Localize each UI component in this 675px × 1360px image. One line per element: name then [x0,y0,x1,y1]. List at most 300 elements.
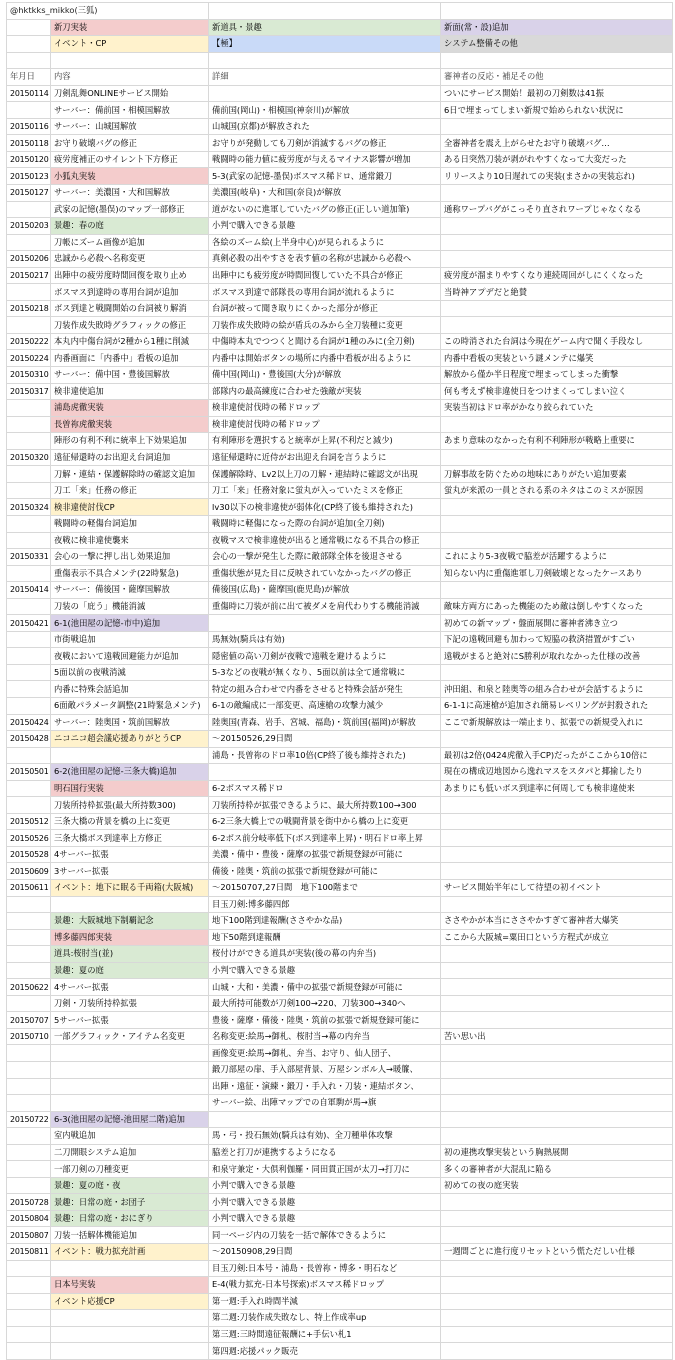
date-cell: 20150317 [7,383,51,400]
date-cell [7,1045,51,1062]
content-cell: サーバー：陸奥国・筑前国解放 [51,714,209,731]
content-cell: 景趣：夏の庭・夜 [51,1177,209,1194]
detail-cell: 保護解除時、Lv2以上刀の刀解・連結時に確認文が出現 [209,466,441,483]
content-cell: 出陣中の疲労度時間回復を取り止め [51,267,209,284]
date-cell [7,1062,51,1079]
content-cell: 刀工「来」任務の修正 [51,482,209,499]
date-cell [7,1095,51,1112]
date-cell [7,995,51,1012]
date-cell: 20150218 [7,300,51,317]
detail-cell: 同一ページ内の刀装を一括で解体できるように [209,1227,441,1244]
content-cell: 刀帳にズーム画像が追加 [51,234,209,251]
reaction-cell [441,946,673,963]
date-cell: 20150526 [7,830,51,847]
content-cell: 本丸内中傷台詞が2種から1種に削減 [51,333,209,350]
table-row [7,681,673,698]
reaction-cell [441,118,673,135]
content-cell: 日本号実装 [51,1277,209,1294]
detail-cell: 有利陣形を選択すると統率が上昇(不利だと減少) [209,433,441,450]
date-cell [7,681,51,698]
detail-cell [209,85,441,102]
content-cell: ニコニコ超会議応援ありがとうCP [51,731,209,748]
reaction-cell: サービス開始半年にして待望の初イベント [441,879,673,896]
content-cell: サーバー：備後国・薩摩国解放 [51,582,209,599]
detail-cell: 第四週:応援パック販売 [209,1343,441,1360]
date-cell: 20150118 [7,135,51,152]
reaction-cell: 初めての新マップ・盤面展開に審神者沸き立つ [441,615,673,632]
reaction-cell [441,1111,673,1128]
reaction-cell: 苦い思い出 [441,1028,673,1045]
date-cell [7,1177,51,1194]
table-row [7,813,673,830]
content-cell [51,896,209,913]
detail-cell: 小判で購入できる景趣 [209,218,441,235]
legend-new-item: 新道具・景趣 [209,19,441,36]
reaction-cell [441,1260,673,1277]
content-cell [51,1095,209,1112]
reaction-cell [441,1326,673,1343]
date-cell [7,433,51,450]
detail-cell: 備前国(岡山)・相模国(神奈川)が解放 [209,102,441,119]
table-row [7,747,673,764]
reaction-cell: リリースより10日遅れての実装(まさかの実装忘れ) [441,168,673,185]
detail-cell: 和泉守兼定・大倶利伽羅・同田貫正国が太刀→打刀に [209,1161,441,1178]
detail-cell: 備中国(岡山)・豊後国(大分)が解放 [209,367,441,384]
detail-cell: 出陣・遠征・演練・鍛刀・手入れ・刀装・連結ボタン、 [209,1078,441,1095]
detail-cell: 5-3(武家の記憶-墨俣)ボスマス稀ドロ、通常鍛刀 [209,168,441,185]
detail-cell: 戦闘時の能力値に疲労度が与えるマイナス影響が増加 [209,151,441,168]
reaction-cell: これにより5-3夜戦で脇差が活躍するように [441,549,673,566]
detail-cell: 重傷時に刀装が前に出て被ダメを肩代わりする機能消滅 [209,598,441,615]
detail-cell: 陸奥国(青森、岩手、宮城、福島)・筑前国(福岡)が解放 [209,714,441,731]
date-cell [7,946,51,963]
detail-cell: 台詞が被って聞き取りにくかった部分が修正 [209,300,441,317]
detail-cell: 第二週:刀装作成失敗なし、特上作成率up [209,1310,441,1327]
reaction-cell [441,1343,673,1360]
date-cell: 20150811 [7,1244,51,1261]
content-cell: 夜戦に検非違使襲来 [51,532,209,549]
table-row [7,1326,673,1343]
reaction-cell: 敵味方両方にあった機能のため敵は倒しやすくなった [441,598,673,615]
detail-cell: 〜20150526,29日間 [209,731,441,748]
detail-cell: 地下50階到達報酬 [209,929,441,946]
table-row [7,433,673,450]
detail-cell: 桜付けができる道具が実装(後の幕の内弁当) [209,946,441,963]
content-cell: 遠征帰還時のお出迎え台詞追加 [51,449,209,466]
date-cell: 20150123 [7,168,51,185]
reaction-cell [441,979,673,996]
reaction-cell: 初の連携攻撃実装という胸熱展開 [441,1144,673,1161]
reaction-cell [441,218,673,235]
content-cell: 6-2(池田屋の記憶-三条大橋)追加 [51,764,209,781]
table-row [7,400,673,417]
content-cell [51,1326,209,1343]
table-row [7,1227,673,1244]
content-cell: 会心の一撃に押し出し効果追加 [51,549,209,566]
date-cell [7,664,51,681]
table-row [7,185,673,202]
detail-cell: お守りが発動しても刀剣が消滅するバグの修正 [209,135,441,152]
table-row [7,201,673,218]
content-cell: 刀剣乱舞ONLINEサービス開始 [51,85,209,102]
table-row [7,1177,673,1194]
reaction-cell: 通称ワープバグがこっそり直されワープじゃなくなる [441,201,673,218]
detail-cell: 第一週:手入れ時間半減 [209,1293,441,1310]
detail-cell: 夜戦マスで検非違使が出ると通常戦になる不具合の修正 [209,532,441,549]
table-row [7,251,673,268]
legend-system: システム整備その他 [441,36,673,53]
table-row [7,1144,673,1161]
reaction-cell [441,1293,673,1310]
date-cell: 20150501 [7,764,51,781]
column-header-detail: 詳細 [209,69,441,86]
detail-cell: 鍛刀部屋の扉、手入部屋背景、万屋シンボル人→暖簾、 [209,1062,441,1079]
date-cell [7,532,51,549]
reaction-cell [441,251,673,268]
date-cell: 20150116 [7,118,51,135]
reaction-cell: この時消された台詞は今現在ゲーム内で聞く手段なし [441,333,673,350]
date-cell: 20150611 [7,879,51,896]
detail-cell: 備後・陸奥・筑前の拡張で新規登録が可能に [209,863,441,880]
reaction-cell [441,300,673,317]
date-cell: 20150224 [7,350,51,367]
reaction-cell [441,1277,673,1294]
table-row [7,135,673,152]
detail-cell: 出陣中にも疲労度が時間回復していた不具合が修正 [209,267,441,284]
column-header-reaction: 審神者の反応・補足その他 [441,69,673,86]
content-cell: 5面以前の夜戦消滅 [51,664,209,681]
detail-cell: 山城・大和・美濃・備中の拡張で新規登録が可能に [209,979,441,996]
table-row [7,664,673,681]
content-cell: サーバー：美濃国・大和国解放 [51,185,209,202]
date-cell: 20150120 [7,151,51,168]
table-row [7,284,673,301]
table-row [7,218,673,235]
table-row [7,846,673,863]
reaction-cell [441,185,673,202]
reaction-cell [441,1194,673,1211]
date-cell: 20150324 [7,499,51,516]
detail-cell: 戦闘時に軽傷になった際の台詞が追加(全刀剣) [209,515,441,532]
table-row [7,383,673,400]
table-row [7,1012,673,1029]
content-cell: 重傷表示不具合メンテ(22時緊急) [51,565,209,582]
content-cell: 内番に特殊会話追加 [51,681,209,698]
content-cell: イベント：地下に眠る千両箱(大阪城) [51,879,209,896]
table-row [7,598,673,615]
author-handle: @hktkks_mikko(三狐) [7,3,209,20]
date-cell [7,1343,51,1360]
date-cell: 20150424 [7,714,51,731]
content-cell: ボスマス到達時の専用台詞が追加 [51,284,209,301]
reaction-cell [441,797,673,814]
column-header-content: 内容 [51,69,209,86]
content-cell: 6-3(池田屋の記憶-池田屋二階)追加 [51,1111,209,1128]
table-row [7,697,673,714]
reaction-cell: あまり意味のなかった有利不利陣形が戦略上重要に [441,433,673,450]
content-cell: 三条大橋ボス到達率上方修正 [51,830,209,847]
author-row [7,3,673,20]
detail-cell: 〜20150707,27日間 地下100階まで [209,879,441,896]
content-cell: 刀装の「庇う」機能消滅 [51,598,209,615]
date-cell [7,1128,51,1145]
detail-cell: 部隊内の最高練度に合わせた強敵が実装 [209,383,441,400]
content-cell: 陣形の有利不利に統率上下効果追加 [51,433,209,450]
reaction-cell: 何も考えず検非違使日をつけまくってしまい泣く [441,383,673,400]
reaction-cell: ここから大阪城=粟田口という方程式が成立 [441,929,673,946]
date-cell: 20150728 [7,1194,51,1211]
date-cell [7,962,51,979]
reaction-cell [441,731,673,748]
detail-cell: 6-2三条大橋上での戦闘背景を街中から橋の上に変更 [209,813,441,830]
date-cell [7,565,51,582]
content-cell: サーバー：備中国・豊後国解放 [51,367,209,384]
date-cell [7,102,51,119]
date-cell [7,515,51,532]
table-row [7,416,673,433]
date-cell [7,1260,51,1277]
content-cell: 三条大橋の背景を橋の上に変更 [51,813,209,830]
table-row [7,267,673,284]
detail-cell: 検非違使討伐時の稀ドロップ [209,400,441,417]
detail-cell: 目玉刀剣:博多藤四郎 [209,896,441,913]
content-cell: 4サーバー拡張 [51,979,209,996]
reaction-cell: 沖田組、和泉と陸奥等の組み合わせが会話するように [441,681,673,698]
reaction-cell: 知らない内に重傷進軍し刀剣破壊となったケースあり [441,565,673,582]
reaction-cell [441,416,673,433]
date-cell [7,284,51,301]
detail-cell: 6-2ボスマス稀ドロ [209,780,441,797]
detail-cell: 隠密値の高い刀剣が夜戦で遠戦を避けるように [209,648,441,665]
legend-row [7,36,673,53]
table-row [7,1161,673,1178]
legend-row [7,19,673,36]
reaction-cell [441,1210,673,1227]
reaction-cell [441,1310,673,1327]
legend-event: イベント・CP [51,36,209,53]
date-cell: 20150206 [7,251,51,268]
table-row [7,367,673,384]
detail-cell: 小判で購入できる景趣 [209,962,441,979]
content-cell: イベント応援CP [51,1293,209,1310]
date-cell [7,1326,51,1343]
detail-cell: 備後国(広島)・薩摩国(鹿児島)が解放 [209,582,441,599]
content-cell: 景趣：日常の庭・お団子 [51,1194,209,1211]
reaction-cell: 解放から僅か半日程度で埋まってしまった衝撃 [441,367,673,384]
content-cell: 景趣：夏の庭 [51,962,209,979]
detail-cell: 6-2ボス前分岐率低下(ボス到達率上昇)・明石ドロ率上昇 [209,830,441,847]
table-row [7,582,673,599]
table-row [7,549,673,566]
date-cell [7,747,51,764]
reaction-cell [441,1095,673,1112]
reaction-cell [441,830,673,847]
table-row [7,913,673,930]
date-cell: 20150804 [7,1210,51,1227]
detail-cell: 刀工「来」任務対象に蛍丸が入っていたミスを修正 [209,482,441,499]
date-cell: 20150331 [7,549,51,566]
date-cell: 20150414 [7,582,51,599]
detail-cell: 美濃国(岐阜)・大和国(奈良)が解放 [209,185,441,202]
reaction-cell: あまりにも低いボス到達率に何周しても検非違使来 [441,780,673,797]
table-row [7,1277,673,1294]
reaction-cell [441,515,673,532]
reaction-cell: 遠戦がまると絶対にS勝利が取れなかった仕様の改善 [441,648,673,665]
table-row [7,1343,673,1360]
content-cell: 浦島虎徹実装 [51,400,209,417]
date-cell: 20150428 [7,731,51,748]
content-cell: 忠誠から必殺へ名称変更 [51,251,209,268]
content-cell [51,747,209,764]
detail-cell [209,615,441,632]
content-cell: 検非違使追加 [51,383,209,400]
reaction-cell [441,1062,673,1079]
reaction-cell [441,896,673,913]
content-cell: 武家の記憶(墨俣)のマップ一部修正 [51,201,209,218]
table-row [7,482,673,499]
reaction-cell [441,317,673,334]
date-cell [7,598,51,615]
table-row [7,995,673,1012]
reaction-cell: ささやかが本当にささやかすぎて審神者大爆笑 [441,913,673,930]
reaction-cell [441,449,673,466]
table-row [7,962,673,979]
detail-cell: 馬・弓・投石無効(騎兵は有効)、全刀種単体攻撃 [209,1128,441,1145]
reaction-cell [441,995,673,1012]
table-row [7,863,673,880]
date-cell [7,1293,51,1310]
table-row [7,764,673,781]
table-row [7,1128,673,1145]
table-row [7,1111,673,1128]
date-cell [7,234,51,251]
table-row [7,929,673,946]
table-row [7,317,673,334]
date-cell [7,1161,51,1178]
content-cell: 6-1(池田屋の記憶-市中)追加 [51,615,209,632]
content-cell [51,1045,209,1062]
detail-cell: 山城国(京都)が解放された [209,118,441,135]
table-row [7,85,673,102]
column-header-date: 年月日 [7,69,51,86]
date-cell [7,400,51,417]
date-cell [7,317,51,334]
reaction-cell [441,1128,673,1145]
detail-cell: 画像変更:絵馬→御札、弁当、お守り、仙人団子、 [209,1045,441,1062]
date-cell: 20150114 [7,85,51,102]
date-cell: 20150622 [7,979,51,996]
timeline-table [6,2,673,1360]
content-cell: 6面敵パラメータ調整(21時緊急メンテ) [51,697,209,714]
reaction-cell [441,1078,673,1095]
reaction-cell: 内番中看板の実装という謎メンテに爆笑 [441,350,673,367]
reaction-cell: 6日で埋まってしまい新規で始められない状況に [441,102,673,119]
detail-cell [209,1111,441,1128]
detail-cell: 真剣必殺の出やすさを表す値の名称が忠誠から必殺へ [209,251,441,268]
table-row [7,532,673,549]
content-cell: 室内戦追加 [51,1128,209,1145]
table-row [7,1194,673,1211]
table-row [7,300,673,317]
content-cell: 一部グラフィック・アイテム名変更 [51,1028,209,1045]
table-row [7,499,673,516]
reaction-cell: 蛍丸が来派の一員とされる系のネタはこのミスが原因 [441,482,673,499]
detail-cell: 小判で購入できる景趣 [209,1177,441,1194]
date-cell [7,1310,51,1327]
detail-cell: lv30以下の検非違使が弱体化(CP終了後も維持された) [209,499,441,516]
reaction-cell [441,499,673,516]
content-cell [51,1260,209,1277]
content-cell: 景趣：春の庭 [51,218,209,235]
detail-cell: E-4(戦力拡充-日本号探索)ボスマス稀ドロップ [209,1277,441,1294]
content-cell: イベント：戦力拡充計画 [51,1244,209,1261]
content-cell: 内番画面に「内番中」看板の追加 [51,350,209,367]
detail-cell: 目玉刀剣:日本号・浦島・長曽祢・博多・明石など [209,1260,441,1277]
content-cell: 道具:桜肘当(並) [51,946,209,963]
detail-cell: 内番中は開始ボタンの場所に内番中看板が出るように [209,350,441,367]
detail-cell: ボスマス到達で部隊長の専用台詞が流れるように [209,284,441,301]
reaction-cell: 疲労度が溜まりやすくなり連続周回がしにくくなった [441,267,673,284]
date-cell: 20150528 [7,846,51,863]
date-cell [7,929,51,946]
date-cell: 20150320 [7,449,51,466]
content-cell: 刀装所持枠拡張(最大所持数300) [51,797,209,814]
reaction-cell: 一週間ごとに進行度リセットという慌ただしい仕様 [441,1244,673,1261]
content-cell: 3サーバー拡張 [51,863,209,880]
detail-cell: 馬無効(騎兵は有効) [209,631,441,648]
reaction-cell: ここで新規解放は一端止まり、拡張での新規受入れに [441,714,673,731]
detail-cell: 各絵のズーム絵(上半身中心)が見られるように [209,234,441,251]
reaction-cell [441,846,673,863]
date-cell: 20150707 [7,1012,51,1029]
table-row [7,648,673,665]
content-cell: 二刀開眼システム追加 [51,1144,209,1161]
table-row [7,102,673,119]
date-cell: 20150807 [7,1227,51,1244]
table-row [7,333,673,350]
reaction-cell: 刀解事故を防ぐための地味にありがたい追加要素 [441,466,673,483]
detail-cell: 最大所持可能数が刀剣100→220、刀装300→340へ [209,995,441,1012]
table-row [7,1078,673,1095]
detail-cell: 重傷状態が見た目に反映されていなかったバグの修正 [209,565,441,582]
content-cell: 博多藤四郎実装 [51,929,209,946]
reaction-cell [441,1012,673,1029]
table-row [7,1293,673,1310]
detail-cell: 名称変更:絵馬→御札、桜肘当→幕の内弁当 [209,1028,441,1045]
reaction-cell: 多くの審神者が大混乱に陥る [441,1161,673,1178]
date-cell [7,466,51,483]
date-cell [7,1277,51,1294]
table-row [7,797,673,814]
date-cell [7,482,51,499]
content-cell: 長曽祢虎徹実装 [51,416,209,433]
content-cell [51,1343,209,1360]
column-header-row [7,69,673,86]
date-cell [7,697,51,714]
table-row [7,896,673,913]
content-cell: 4サーバー拡張 [51,846,209,863]
reaction-cell [441,582,673,599]
table-row [7,449,673,466]
date-cell: 20150609 [7,863,51,880]
date-cell [7,1144,51,1161]
date-cell: 20150127 [7,185,51,202]
reaction-cell: 初めての夜の庭実装 [441,1177,673,1194]
reaction-cell: 下記の遠戦回避も加わって短脇の救済措置がすごい [441,631,673,648]
table-row [7,714,673,731]
reaction-cell: ついにサービス開始！最初の刀剣数は41振 [441,85,673,102]
table-row [7,879,673,896]
